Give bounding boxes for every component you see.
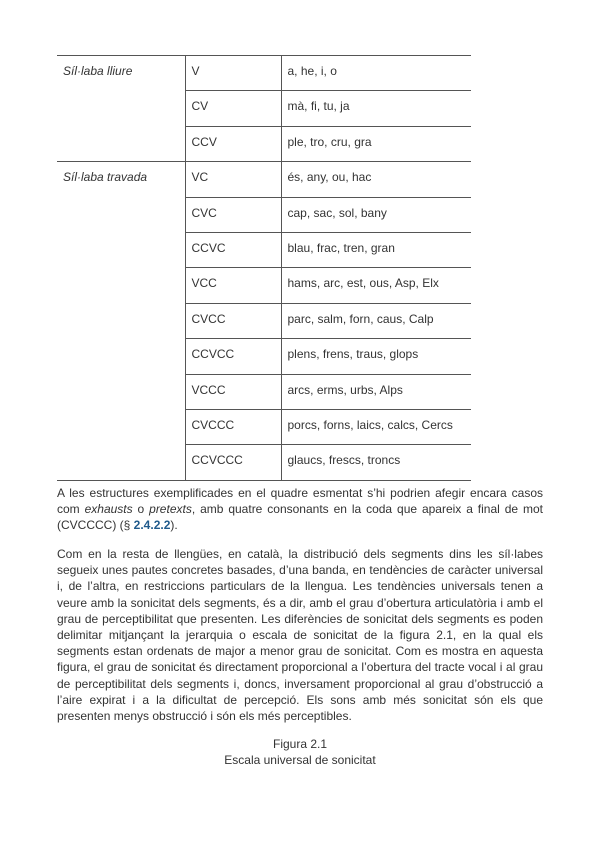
examples-cell: cap, sac, sol, bany	[281, 197, 471, 232]
examples-cell: parc, salm, forn, caus, Calp	[281, 303, 471, 338]
syllable-type-cell	[57, 197, 185, 232]
structure-cell: CCVCC	[185, 339, 281, 374]
syllable-type-cell	[57, 268, 185, 303]
table-row	[57, 374, 471, 409]
syllable-type-cell	[57, 126, 185, 161]
structure-cell: CCV	[185, 126, 281, 161]
structure-cell: CCVC	[185, 232, 281, 267]
example-word-exhausts: exhausts	[84, 502, 133, 517]
syllable-type-cell: Síl·laba travada	[57, 162, 185, 197]
figure-title: Escala universal de sonicitat	[224, 753, 376, 767]
structure-cell: CVC	[185, 197, 281, 232]
para1-text-d: ).	[170, 518, 178, 533]
table-row	[57, 91, 471, 126]
structure-cell: CV	[185, 91, 281, 126]
section-reference-link[interactable]: 2.4.2.2	[133, 518, 171, 533]
syllable-type-cell: Síl·laba lliure	[57, 56, 185, 91]
examples-cell: a, he, i, o	[281, 56, 471, 91]
table-row	[57, 409, 471, 444]
examples-cell: plens, frens, traus, glops	[281, 339, 471, 374]
structure-cell: V	[185, 56, 281, 91]
examples-cell: mà, fi, tu, ja	[281, 91, 471, 126]
table-row	[57, 162, 471, 197]
syllable-type-cell	[57, 232, 185, 267]
para1-text-b: o	[132, 502, 150, 517]
para1-text-a: A les estructures exemplificades en el quadre esmentat s’hi podrien afegir encara casos com	[57, 486, 543, 517]
syllable-type-cell	[57, 91, 185, 126]
table-row	[57, 445, 471, 480]
table-row	[57, 268, 471, 303]
structure-cell: CVCCC	[185, 409, 281, 444]
examples-cell: és, any, ou, hac	[281, 162, 471, 197]
figure-label: Figura 2.1	[272, 737, 328, 751]
example-word-pretexts: pretexts	[149, 502, 192, 517]
table-row	[57, 232, 471, 267]
paragraph-extra-structures	[57, 485, 543, 534]
table-row	[57, 126, 471, 161]
examples-cell: porcs, forns, laics, calcs, Cercs	[281, 409, 471, 444]
structure-cell: CVCC	[185, 303, 281, 338]
table-row	[57, 197, 471, 232]
examples-cell: blau, frac, tren, gran	[281, 232, 471, 267]
para1-text-c: , amb quatre consonants en la coda que apareix a final de mot (CVCCCC) (§	[57, 502, 544, 533]
examples-cell: glaucs, frescs, troncs	[281, 445, 471, 480]
syllable-structure-table	[57, 55, 471, 481]
structure-cell: CCVCCC	[185, 445, 281, 480]
syllable-type-cell	[57, 445, 185, 480]
table-row	[57, 56, 471, 91]
examples-cell: hams, arc, est, ous, Asp, Elx	[281, 268, 471, 303]
syllable-type-cell	[57, 409, 185, 444]
table-body	[57, 56, 471, 481]
structure-cell: VCCC	[185, 374, 281, 409]
syllable-type-cell	[57, 339, 185, 374]
structure-cell: VC	[185, 162, 281, 197]
syllable-type-cell	[57, 374, 185, 409]
examples-cell: arcs, erms, urbs, Alps	[281, 374, 471, 409]
structure-cell: VCC	[185, 268, 281, 303]
examples-cell: ple, tro, cru, gra	[281, 126, 471, 161]
syllable-type-cell	[57, 303, 185, 338]
table-row	[57, 303, 471, 338]
paragraph-sonority: Com en la resta de llengües, en català, la distribució dels segments dins les síl·labes segueix unes pautes concretes basades, d’una banda, en tendències de caràcter universal i, de l’altra, en restriccions particulars de la llengua. Les tendències universals tenen a veure amb la sonicitat dels segments, és a dir, amb el grau d’obertura articulatòria i amb el grau de perceptibilitat que presenten. Les diferències de sonicitat dels segments es poden delimitar mitjançant la jerarquia o escala de sonicitat de la figura 2.1, en la qual els segments estan ordenats de major a menor grau de sonicitat. Com es mostra en aquesta figura, el grau de sonicitat és directament proporcional a l’obertura del tracte vocal i al grau de perceptibilitat dels segments i, doncs, inversament proporcional al grau d’obstrucció a l’aire expirat i a la dificultat de percepció. Els sons amb més sonicitat són els que presenten menys obstrucció i són els més perceptibles.	[57, 547, 543, 724]
table-row	[57, 339, 471, 374]
